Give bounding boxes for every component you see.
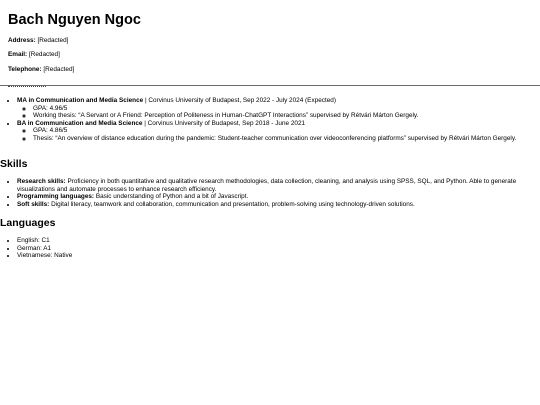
section-divider [0, 85, 540, 86]
email-value: [Redacted] [28, 51, 60, 58]
clipped-heading-remnant [8, 86, 46, 88]
address-line [8, 37, 68, 45]
skills-section [0, 178, 540, 208]
education-item [17, 120, 540, 143]
skill-item [17, 193, 540, 201]
address-label: Address: [8, 37, 36, 44]
languages-section [0, 237, 540, 260]
skill-text: Basic understanding of Python and a bit of Javascript. [94, 193, 249, 201]
skill-text: Proficiency in both quantitative and qualitative research methodologies, data collection, cleaning, and analysis using SPSS, SQL, and Python. Able to generate visualizations and automate processes to enhance research efficiency. [17, 178, 517, 193]
skill-label: Soft skills: [17, 200, 50, 208]
thesis-item: ◦ Working thesis: “A Servant or A Friend: Perception of Politeness in Human-ChatGPT Interactions” supervised by Rétvári Márton Gergely. [33, 112, 540, 120]
education-sublist [17, 105, 540, 120]
languages-list [0, 237, 540, 260]
telephone-line [8, 66, 74, 74]
gpa-item: ◦ GPA: 4.96/5 [33, 105, 540, 113]
skill-item [17, 178, 540, 193]
education-item [17, 97, 540, 120]
language-item: • English: C1 [17, 237, 540, 245]
email-line [8, 51, 60, 59]
skill-item [17, 201, 540, 209]
address-value: [Redacted] [37, 37, 69, 44]
skill-text: Digital literacy, teamwork and collaboration, communication and presentation, problem-solving using technology-driven solutions. [49, 200, 415, 208]
thesis-item: ◦ Thesis: “An overview of distance education during the pandemic: Student-teacher communication over videoconferencing platforms” supervised by Rétvári Márton Gergely. [33, 135, 540, 143]
language-item: • German: A1 [17, 245, 540, 253]
degree-details: | Corvinus University of Budapest, Sep 2018 - June 2021 [142, 119, 306, 127]
degree-title: BA in Communication and Media Science [17, 119, 143, 127]
skills-heading: Skills [0, 158, 28, 170]
skill-label: Research skills: [17, 178, 66, 185]
degree-details: | Corvinus University of Budapest, Sep 2022 - July 2024 (Expected) [143, 97, 336, 104]
telephone-value: [Redacted] [43, 66, 75, 73]
education-list [0, 97, 540, 143]
languages-heading: Languages [0, 217, 56, 229]
skills-list [0, 178, 540, 208]
person-name: Bach Nguyen Ngoc [8, 12, 141, 28]
education-section [0, 97, 540, 143]
degree-title: MA in Communication and Media Science [17, 97, 144, 104]
gpa-item: ◦ GPA: 4.86/5 [33, 127, 540, 135]
education-sublist [17, 127, 540, 142]
telephone-label: Telephone: [8, 66, 42, 73]
skill-label: Programming languages: [17, 193, 95, 201]
email-label: Email: [8, 51, 28, 58]
language-item: • Vietnamese: Native [17, 252, 540, 260]
